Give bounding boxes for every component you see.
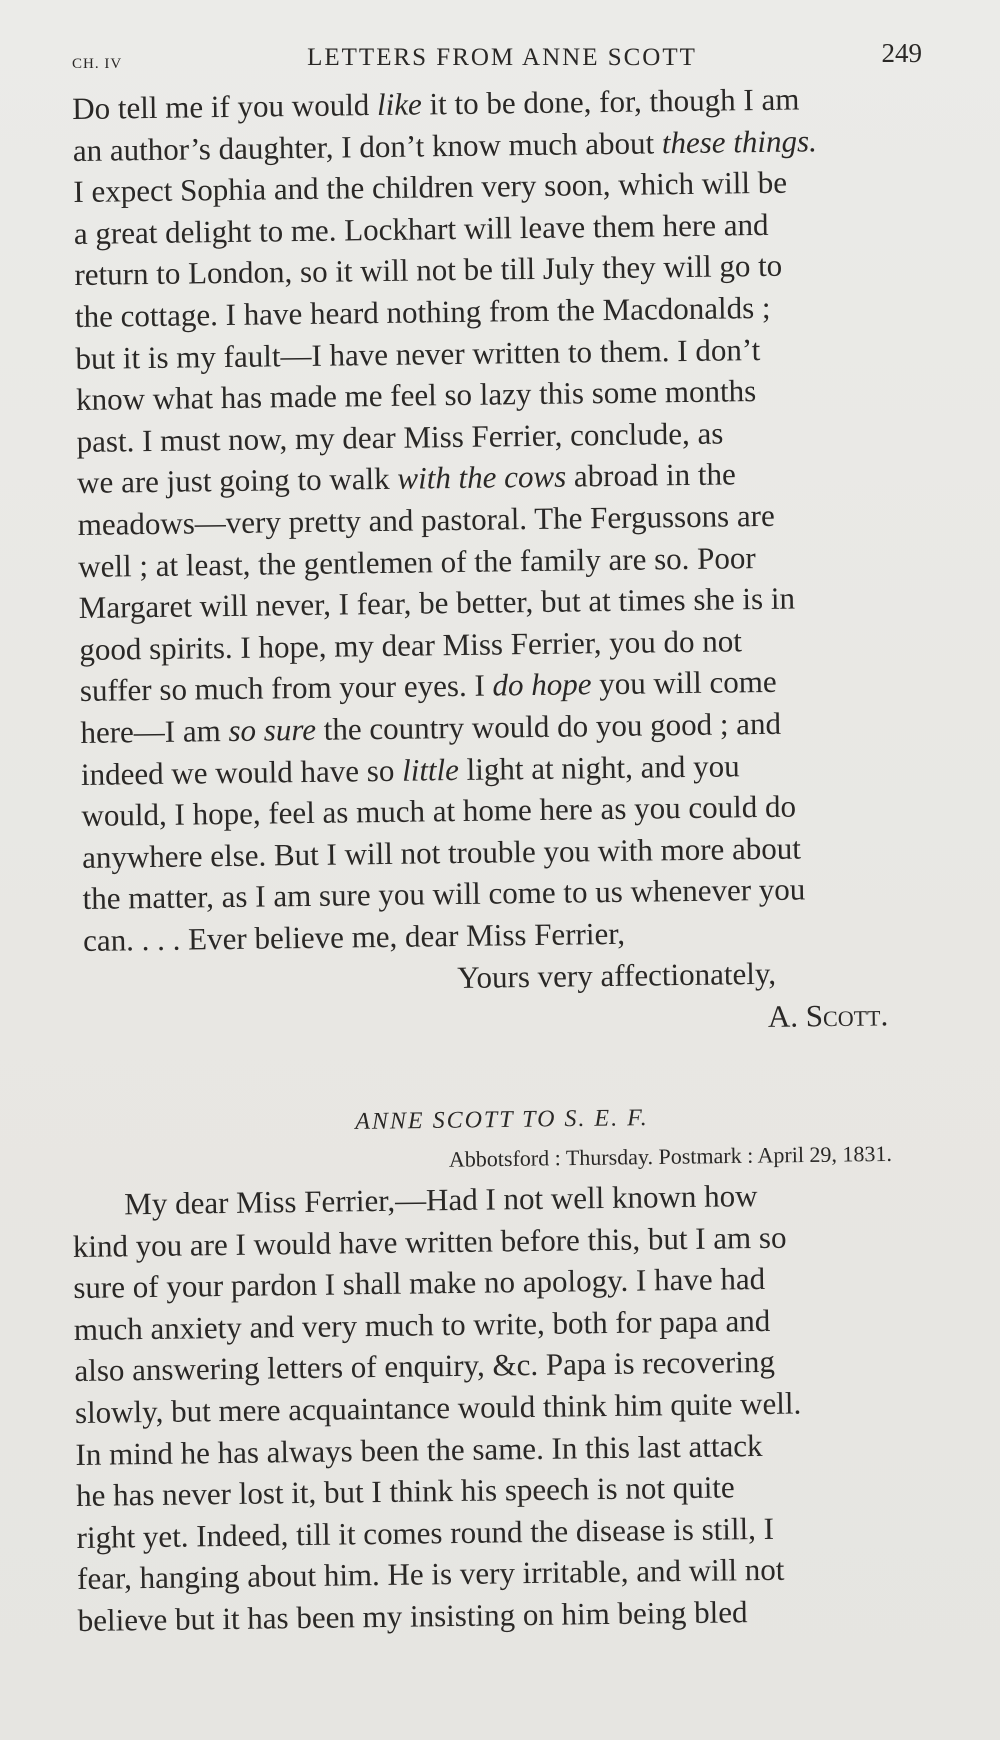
text-segment: suffer so much from your eyes. I bbox=[79, 667, 493, 709]
letter-one-signature: A. Scott. bbox=[767, 997, 889, 1035]
text-segment: anywhere else. But I will not trouble you with more about bbox=[81, 830, 802, 875]
page-number: 249 bbox=[881, 38, 922, 68]
running-title: LETTERS FROM ANNE SCOTT bbox=[307, 44, 697, 71]
text-segment: I expect Sophia and the children very soon, which will be bbox=[73, 164, 788, 210]
text-segment: here—I am bbox=[80, 712, 229, 750]
text-segment: it to be done, for, though I am bbox=[421, 81, 800, 122]
letter-two-body bbox=[72, 1173, 938, 1642]
text-line: My dear Miss Ferrier,—Had I not well known how bbox=[124, 1178, 758, 1222]
text-segment: can. . . . Ever believe me, dear Miss Ferrier, bbox=[82, 915, 626, 958]
text-segment: indeed we would have so bbox=[80, 752, 403, 792]
text-segment: would, I hope, feel as much at home here as you could do bbox=[81, 788, 797, 834]
text-line: sure of your pardon I shall make no apology. I have had bbox=[73, 1261, 766, 1306]
emphasis-text: do hope bbox=[492, 666, 592, 703]
text-line: much anxiety and very much to write, both for papa and bbox=[73, 1303, 771, 1348]
running-head bbox=[72, 34, 932, 78]
text-segment: a great delight to me. Lockhart will leave them here and bbox=[73, 206, 769, 251]
text-line: also answering letters of enquiry, &c. Papa is recovering bbox=[74, 1344, 776, 1389]
letter-two-dateline: Abbotsford : Thursday. Postmark : April 29, 1831. bbox=[448, 1141, 893, 1173]
text-segment: abroad in the bbox=[565, 456, 736, 494]
text-segment: meadows—very pretty and pastoral. The Fergussons are bbox=[77, 497, 775, 542]
text-segment: the cottage. I have heard nothing from the Macdonalds ; bbox=[74, 289, 771, 334]
text-line: slowly, but mere acquaintance would think him quite well. bbox=[74, 1385, 802, 1431]
emphasis-text: with the cows bbox=[397, 458, 567, 497]
text-line: In mind he has always been the same. In this last attack bbox=[75, 1428, 763, 1473]
text-segment: we are just going to walk bbox=[76, 461, 398, 501]
letter-two-heading: ANNE SCOTT TO S. E. F. bbox=[355, 1105, 649, 1136]
text-segment: but it is my fault—I have never written to them. I don’t bbox=[75, 331, 761, 376]
text-segment: light at night, and you bbox=[458, 747, 740, 787]
text-segment: Margaret will never, I fear, be better, but at times she is in bbox=[78, 580, 796, 626]
text-segment: know what has made me feel so lazy this some months bbox=[75, 373, 757, 418]
text-segment: well ; at least, the gentlemen of the family are so. Poor bbox=[78, 539, 756, 584]
letter-one-closing: Yours very affectionately, bbox=[457, 956, 777, 996]
text-segment: the country would do you good ; and bbox=[315, 705, 782, 747]
letter-one-body bbox=[72, 77, 943, 962]
text-segment: good spirits. I hope, my dear Miss Ferrier, you do not bbox=[79, 622, 743, 667]
text-segment: Do tell me if you would bbox=[72, 87, 378, 126]
text-segment: the matter, as I am sure you will come to us whenever you bbox=[82, 871, 806, 917]
text-segment: an author’s daughter, I don’t know much about bbox=[72, 124, 663, 168]
text-line: kind you are I would have written before this, but I am so bbox=[72, 1219, 787, 1265]
text-segment: return to London, so it will not be till July they will go to bbox=[74, 248, 783, 293]
emphasis-text: so sure bbox=[228, 711, 317, 748]
emphasis-text: little bbox=[401, 751, 460, 788]
emphasis-text: these things. bbox=[661, 122, 818, 160]
chapter-label: CH. IV bbox=[72, 56, 123, 72]
emphasis-text: like bbox=[376, 86, 423, 123]
text-segment: you will come bbox=[591, 664, 777, 702]
text-line: he has never lost it, but I think his speech is not quite bbox=[75, 1469, 735, 1514]
text-segment: past. I must now, my dear Miss Ferrier, conclude, as bbox=[76, 415, 724, 459]
text-line: fear, hanging about him. He is very irritable, and will not bbox=[76, 1552, 785, 1597]
text-line: right yet. Indeed, till it comes round the disease is still, I bbox=[76, 1511, 775, 1556]
text-line: believe but it has been my insisting on him being bled bbox=[77, 1594, 748, 1639]
